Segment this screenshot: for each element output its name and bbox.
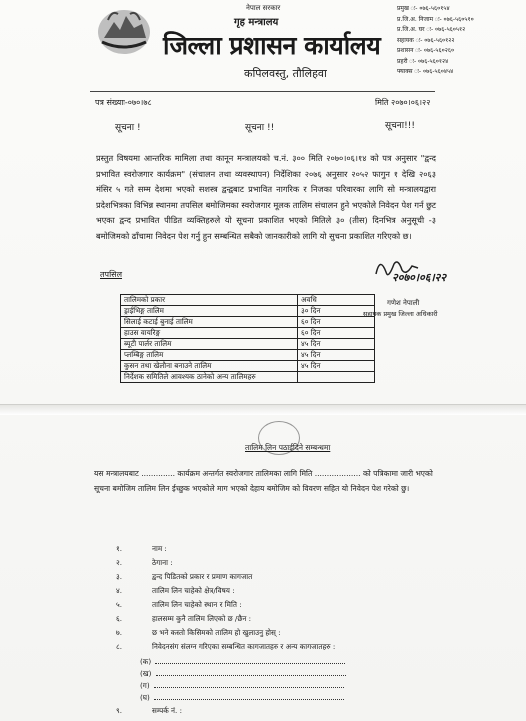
table-header-row	[121, 295, 375, 306]
attachment-item	[140, 680, 344, 691]
item-label: तालिम लिन चाहेको क्षेत्र/विषय :	[152, 586, 235, 595]
item-number: ८.	[116, 642, 123, 651]
table-cell: हाउस वायरिङ्ग	[121, 328, 298, 339]
contact-line: प्र.जि.अ. घर ः- ०७६-५६०५१२	[397, 26, 466, 33]
notice-body: प्रस्तुत विषयमा आन्तरिक मामिला तथा कानून मन्त्रालयको च.नं. ३०० मिति २०७०।०६।१४ को पत्र अनुसार "द्वन्द प्रभावित स्वरोजगार कार्यक्रम" (संचालन तथा व्यवस्थापन) निर्देशिका २०७६ अनुसार २०५२ फागुन १ देखि २०६३ मंसिर ५ गते सम्म देशमा भएको सशस्त्र द्वन्द्वबाट प्रभावित नागरिक र निजका परिवारका लागि सो मन्त्रालयद्वारा प्रदेशभित्रका विभिन्न स्थानमा तपसिल बमोजिमका स्वरोजगार मूलक तालिम संचालन हुने भएकोले निवेदन पेश गर्न छुट भएका द्वन्द प्रभावित पीडित व्यक्तिहरुले यो सूचना प्रकाशित भएको मितिले ३० (तीस) दिनभित्र अनुसूची -३ बमोजिमको ढाँचामा निवेदन पेश गर्नु हुन सम्बन्धित सबैको जानकारीको लागि यो सुचना प्रकाशित गरिएको छ।	[96, 153, 436, 241]
contact-line: प्र.जि.अ. निजाम ः- ०७६-५६०५१०	[397, 15, 474, 23]
item-label: छ भने कस्तो किसिमको तालिम हो खुलाउनु होस् :	[152, 628, 281, 637]
table-cell: कुसन तथा खेलौना बनाउने तालिम	[121, 361, 298, 372]
fill-line	[156, 668, 346, 676]
office-title: जिल्ला प्रशासन कार्यालय	[163, 31, 381, 60]
item-label: निवेदनसंग संलग्न गरिएका सम्बन्धित कागजातहरु र अन्य कागजातहरु :	[152, 642, 336, 651]
table-cell: ६० दिन	[298, 328, 375, 339]
item-number: ७.	[116, 628, 123, 637]
table-cell: ड्राईभिङ्ग तालिम	[121, 306, 298, 317]
page-fold-divider	[0, 404, 526, 415]
sub-item-label: (ख)	[140, 669, 152, 678]
table-cell: ३० दिन	[298, 306, 375, 317]
contact-line: प्रमुख ः- ०७६-५६०१५४	[397, 5, 450, 12]
item-label: हालसम्म कुनै तालिम लिएको छ /छैन :	[152, 614, 252, 623]
table-cell: ४५ दिन	[298, 339, 375, 350]
table-cell: ४५ दिन	[298, 361, 375, 372]
sub-item-label: (क)	[140, 657, 152, 666]
notice-heading-3: सूचना!!!	[385, 121, 415, 131]
signatory-name: गणेश नेपाली	[387, 299, 420, 307]
signatory-title: सहायक प्रमुख जिल्ला अधिकारी	[363, 310, 438, 318]
table-header-cell: तालिमको प्रकार	[121, 295, 298, 306]
schedule-label: तपसिल	[100, 270, 123, 279]
table-row	[121, 317, 375, 328]
item-label: नाम :	[152, 544, 167, 553]
office-address: कपिलवस्तु, तौलिहवा	[244, 67, 327, 80]
fill-line	[154, 692, 344, 700]
notice-heading-1: सूचना !	[115, 123, 141, 133]
table-cell: प्लम्बिङ्ग तालिम	[121, 350, 298, 361]
letter-date: मिति २०७०।०६।२२	[375, 98, 431, 107]
item-number: ६.	[116, 614, 123, 623]
table-row	[121, 350, 375, 361]
item-number: ३.	[116, 572, 123, 581]
table-cell: ४५ दिन	[298, 350, 375, 361]
item-number: ५.	[116, 600, 123, 609]
attachment-item	[140, 668, 346, 679]
government-label: नेपाल सरकार	[246, 4, 281, 12]
contact-line: प्रहरी ः- ०७६-५६०१२४	[397, 57, 449, 65]
sub-item-label: (ग)	[140, 681, 150, 690]
table-row	[121, 339, 375, 350]
table-cell: ६० दिन	[298, 317, 375, 328]
fill-line	[154, 680, 344, 688]
training-table	[120, 294, 375, 383]
signature-date: २०७०।०६।२२	[392, 271, 447, 284]
item-number: १.	[116, 544, 123, 553]
item-label: तालिम लिन चाहेको स्थान र मिति :	[152, 600, 242, 609]
table-row	[121, 361, 375, 372]
item-label: सम्पर्क नं. :	[152, 706, 183, 715]
header-divider	[90, 91, 435, 92]
table-header-cell: अवधि	[298, 295, 375, 306]
contact-line: फ्याक्स ः- ०७६-५६०४५४	[397, 68, 454, 75]
table-row	[121, 372, 375, 383]
table-cell: निर्देशक समितिले आवश्यक ठानेको अन्य तालिमहरु	[121, 372, 298, 383]
table-row	[121, 306, 375, 317]
form-intro: यस मन्त्रालयबाट .............. कार्यक्रम अन्तर्गत स्वरोजगार तालिमका लागि मिति ................... को पत्रिकामा जारी भएको सूचना बमोजिम तालिम लिन ईच्छुक भएकोले माग भएको देहाय बमोजिम को विवरण सहित यो निवेदन पेश गरेको छु।	[94, 469, 433, 493]
attachment-item	[140, 692, 344, 703]
notice-heading-2: सूचना !!	[245, 123, 275, 133]
contact-list	[397, 4, 474, 78]
contact-line: सहायक ः- ०७६-५६०१२२	[397, 36, 455, 44]
fill-line	[155, 656, 345, 664]
item-number: २.	[116, 558, 123, 567]
item-number: ४.	[116, 586, 123, 595]
sub-item-label: (घ)	[140, 693, 150, 702]
item-number: ९.	[116, 706, 123, 715]
item-label: ठेगाना :	[152, 558, 173, 567]
item-label: द्वन्द पिडितको प्रकार र प्रमाण कागजात	[152, 572, 253, 581]
table-cell	[298, 372, 375, 383]
nepal-emblem-icon	[96, 4, 152, 56]
table-row	[121, 328, 375, 339]
reference-number: पत्र संख्याः-०७०।७८	[95, 98, 152, 107]
form-title: तालिम लिन पठाईदिने सम्बन्धमा	[245, 443, 331, 452]
ministry-label: गृह मन्त्रालय	[234, 17, 279, 28]
contact-line: प्रशासन ः- ०७६-५६०२६०	[397, 47, 455, 54]
attachment-item	[140, 656, 345, 667]
table-cell: सिलाई कटाई बुनाई तालिम	[121, 317, 298, 328]
table-cell: ब्यूटी पार्लर तालिम	[121, 339, 298, 350]
